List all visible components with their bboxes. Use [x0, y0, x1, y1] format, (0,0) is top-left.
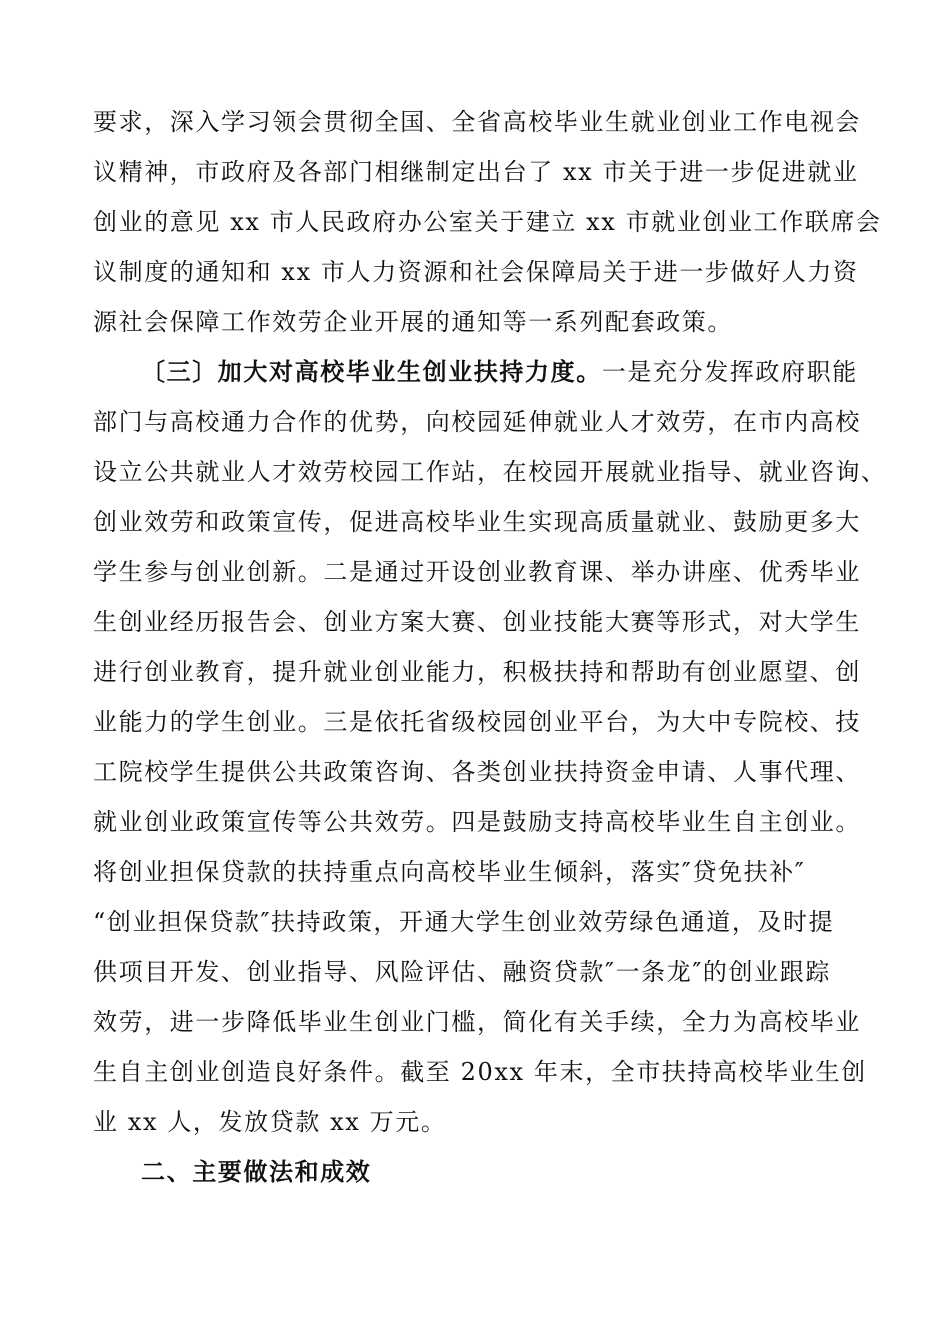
section-heading: 二、主要做法和成效: [141, 1157, 372, 1186]
paragraph-text: 一是充分发挥政府职能: [601, 358, 858, 386]
paragraph-line: 进行创业教育，提升就业创业能力，积极扶持和帮助有创业愿望、创: [93, 658, 861, 686]
paragraph-line: 工院校学生提供公共政策咨询、各类创业扶持资金申请、人事代理、: [93, 758, 861, 786]
paragraph-line: 生创业经历报告会、创业方案大赛、创业技能大赛等形式，对大学生: [93, 608, 861, 636]
paragraph-line: 议精神，市政府及各部门相继制定出台了 xx 市关于进一步促进就业: [93, 158, 859, 186]
paragraph-line: 就业创业政策宣传等公共效劳。四是鼓励支持高校毕业生自主创业。: [93, 808, 861, 836]
paragraph-line: 业 xx 人，发放贷款 xx 万元。: [93, 1108, 447, 1136]
paragraph-line: 将创业担保贷款的扶持重点向高校毕业生倾斜，落实″贷免扶补″: [93, 858, 806, 886]
paragraph-line: 创业效劳和政策宣传，促进高校毕业生实现高质量就业、鼓励更多大: [93, 508, 861, 536]
paragraph-line: 部门与高校通力合作的优势，向校园延伸就业人才效劳，在市内高校: [93, 408, 861, 436]
paragraph-line: 供项目开发、创业指导、风险评估、融资贷款″一条龙″的创业跟踪: [93, 958, 831, 986]
subsection-first-line: [141, 358, 858, 386]
paragraph-line: 议制度的通知和 xx 市人力资源和社会保障局关于进一步做好人力资: [93, 258, 859, 286]
paragraph-line: 业能力的学生创业。三是依托省级校园创业平台，为大中专院校、技: [93, 708, 861, 736]
paragraph-line: 效劳，进一步降低毕业生创业门槛，简化有关手续，全力为高校毕业: [93, 1008, 861, 1036]
paragraph-line: 生自主创业创造良好条件。截至 20xx 年末，全市扶持高校毕业生创: [93, 1058, 867, 1086]
paragraph-line: 学生参与创业创新。二是通过开设创业教育课、举办讲座、优秀毕业: [93, 558, 861, 586]
paragraph-line: 要求，深入学习领会贯彻全国、全省高校毕业生就业创业工作电视会: [93, 108, 861, 136]
subsection-heading: 〔三〕加大对高校毕业生创业扶持力度。: [141, 357, 602, 386]
paragraph-line: 源社会保障工作效劳企业开展的通知等一系列配套政策。: [93, 308, 733, 336]
paragraph-line: “创业担保贷款″扶持政策，开通大学生创业效劳绿色通道，及时提: [93, 908, 835, 936]
paragraph-line: 设立公共就业人才效劳校园工作站，在校园开展就业指导、就业咨询、: [93, 458, 887, 486]
paragraph-line: 创业的意见 xx 市人民政府办公室关于建立 xx 市就业创业工作联席会: [93, 208, 882, 236]
